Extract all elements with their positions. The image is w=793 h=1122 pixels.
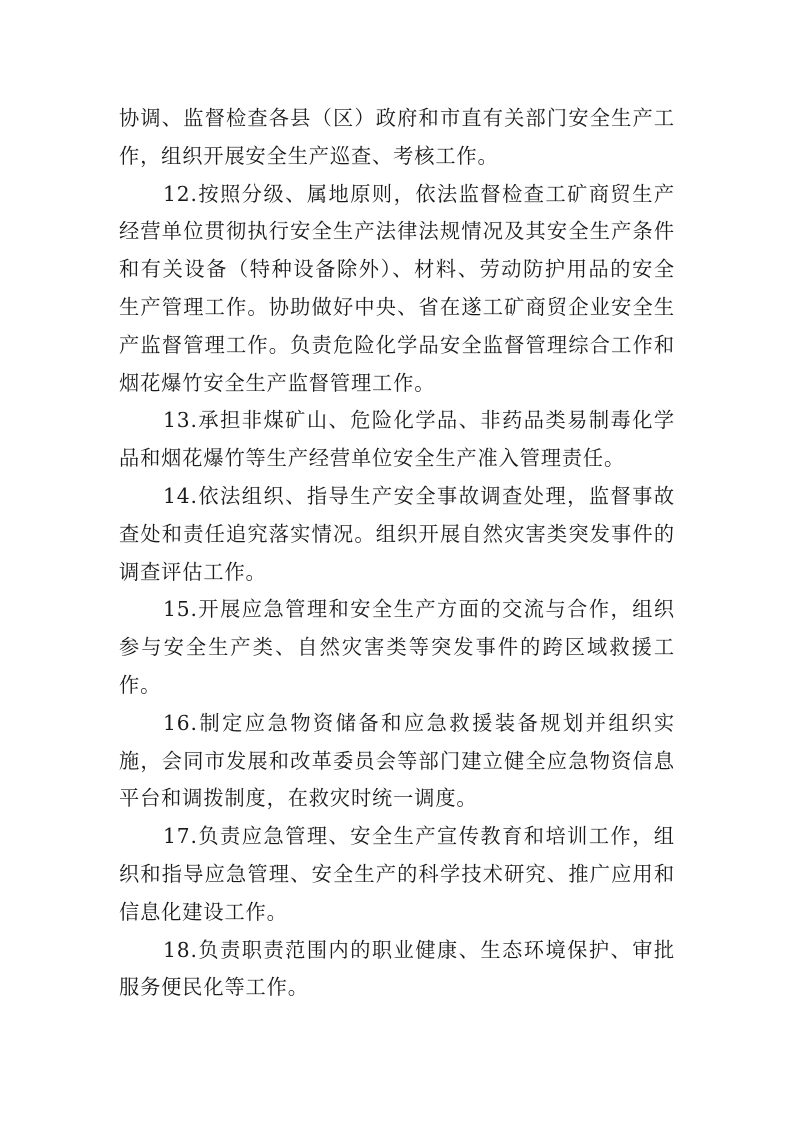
paragraph-item-18: 18.负责职责范围内的职业健康、生态环境保护、审批服务便民化等工作。	[119, 937, 675, 1000]
paragraph-item-15: 15.开展应急管理和安全生产方面的交流与合作，组织参与安全生产类、自然灾害类等突发事件的跨区域救援工作。	[119, 597, 675, 697]
paragraph-intro: 协调、监督检查各县（区）政府和市直有关部门安全生产工作，组织开展安全生产巡查、考核工作。	[119, 106, 675, 168]
document-body	[119, 100, 675, 1007]
paragraph-item-14: 14.依法组织、指导生产安全事故调查处理，监督事故查处和责任追究落实情况。组织开展自然灾害类突发事件的调查评估工作。	[119, 483, 675, 584]
paragraph-item-13: 13.承担非煤矿山、危险化学品、非药品类易制毒化学品和烟花爆竹等生产经营单位安全生产准入管理责任。	[119, 408, 675, 471]
paragraph-item-16: 16.制定应急物资储备和应急救援装备规划并组织实施，会同市发展和改革委员会等部门建立健全应急物资信息平台和调拨制度，在救灾时统一调度。	[119, 710, 675, 811]
paragraph-item-12: 12.按照分级、属地原则，依法监督检查工矿商贸生产经营单位贯彻执行安全生产法律法规情况及其安全生产条件和有关设备（特种设备除外）、材料、劳动防护用品的安全生产管理工作。协助做好中央、省在遂工矿商贸企业安全生产监督管理工作。负责危险化学品安全监督管理综合工作和烟花爆竹安全生产监督管理工作。	[119, 181, 675, 395]
paragraph-item-17: 17.负责应急管理、安全生产宣传教育和培训工作，组织和指导应急管理、安全生产的科学技术研究、推广应用和信息化建设工作。	[119, 824, 675, 924]
